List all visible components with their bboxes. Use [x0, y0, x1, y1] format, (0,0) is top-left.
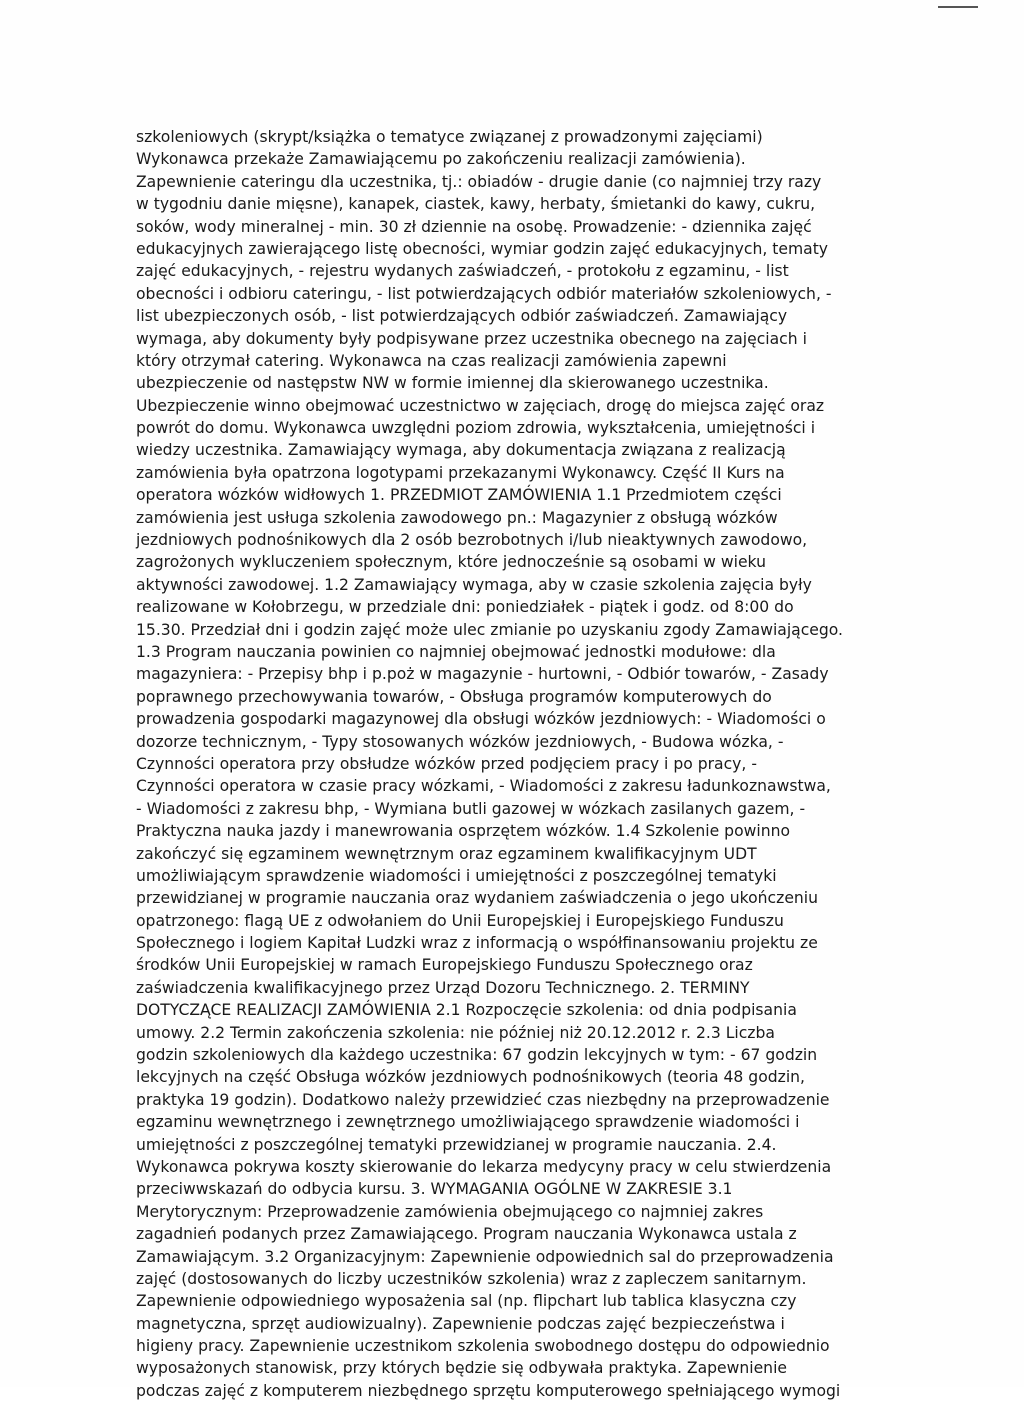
text-line: zamówienia była opatrzona logotypami przekazanymi Wykonawcy. Część II Kurs na: [136, 463, 785, 482]
text-line: egzaminu wewnętrznego i zewnętrznego umożliwiającego sprawdzenie wiadomości i: [136, 1113, 800, 1132]
text-line: 1.3 Program nauczania powinien co najmniej obejmować jednostki modułowe: dla: [136, 642, 776, 661]
text-line: Zapewnienie cateringu dla uczestnika, tj.: obiadów - drugie danie (co najmniej trzy razy: [136, 172, 822, 191]
text-line: 15.30. Przedział dni i godzin zajęć może ulec zmianie po uzyskaniu zgody Zamawiającego.: [136, 620, 844, 639]
text-line: przeciwwskazań do odbycia kursu. 3. WYMAGANIA OGÓLNE W ZAKRESIE 3.1: [136, 1180, 733, 1199]
text-line: zakończyć się egzaminem wewnętrznym oraz egzaminem kwalifikacyjnym UDT: [136, 844, 757, 863]
text-line: Czynności operatora przy obsłudze wózków przed podjęciem pracy i po pracy, -: [136, 754, 757, 773]
text-line: edukacyjnych zawierającego listę obecności, wymiar godzin zajęć edukacyjnych, tematy: [136, 239, 829, 258]
text-line: list ubezpieczonych osób, - list potwierdzających odbiór zaświadczeń. Zamawiający: [136, 307, 788, 326]
text-line: Wykonawca przekaże Zamawiającemu po zakończeniu realizacji zamówienia).: [136, 150, 746, 169]
text-line: obecności i odbioru cateringu, - list potwierdzających odbiór materiałów szkoleniowych, -: [136, 284, 832, 303]
text-line: zagrożonych wykluczeniem społecznym, które jednocześnie są osobami w wieku: [136, 553, 766, 572]
text-line: Zapewnienie odpowiedniego wyposażenia sal (np. flipchart lub tablica klasyczna czy: [136, 1292, 797, 1311]
text-line: szkoleniowych (skrypt/książka o tematyce związanej z prowadzonymi zajęciami): [136, 128, 763, 146]
text-line: realizowane w Kołobrzegu, w przedziale dni: poniedziałek - piątek i godz. od 8:00 do: [136, 598, 794, 617]
text-line: magazyniera: - Przepisy bhp i p.poż w magazynie - hurtowni, - Odbiór towarów, - Zasady: [136, 665, 829, 684]
text-line: wymaga, aby dokumenty były podpisywane przez uczestnika obecnego na zajęciach i: [136, 329, 807, 348]
text-line: Merytorycznym: Przeprowadzenie zamówienia obejmującego co najmniej zakres: [136, 1202, 764, 1221]
text-line: który otrzymał catering. Wykonawca na czas realizacji zamówienia zapewni: [136, 351, 727, 370]
text-line: lekcyjnych na część Obsługa wózków jezdniowych podnośnikowych (teoria 48 godzin,: [136, 1068, 806, 1087]
text-line: Ubezpieczenie winno obejmować uczestnictwo w zajęciach, drogę do miejsca zajęć oraz: [136, 396, 825, 415]
text-line: dozorze technicznym, - Typy stosowanych wózków jezdniowych, - Budowa wózka, -: [136, 732, 784, 751]
text-line: umiejętności z poszczególnej tematyki przewidzianej w programie nauczania. 2.4.: [136, 1135, 777, 1154]
text-line: ubezpieczenie od następstw NW w formie imiennej dla skierowanego uczestnika.: [136, 374, 769, 393]
text-line: poprawnego przechowywania towarów, - Obsługa programów komputerowych do: [136, 687, 772, 706]
text-line: Praktyczna nauka jazdy i manewrowania osprzętem wózków. 1.4 Szkolenie powinno: [136, 822, 790, 841]
text-line: Czynności operatora w czasie pracy wózkami, - Wiadomości z zakresu ładunkoznawstwa,: [136, 777, 831, 796]
text-line: umożliwiającym sprawdzenie wiadomości i umiejętności z poszczególnej tematyki: [136, 866, 777, 885]
text-line: powrót do domu. Wykonawca uwzględni poziom zdrowia, wykształcenia, umiejętności i: [136, 419, 816, 438]
text-line: opatrzonego: flagą UE z odwołaniem do Unii Europejskiej i Europejskiego Funduszu: [136, 911, 784, 930]
text-line: magnetyczna, sprzęt audiowizualny). Zapewnienie podczas zajęć bezpieczeństwa i: [136, 1314, 785, 1333]
text-line: zamówienia jest usługa szkolenia zawodowego pn.: Magazynier z obsługą wózków: [136, 508, 778, 527]
text-line: wyposażonych stanowisk, przy których będzie się odbywała praktyka. Zapewnienie: [136, 1359, 787, 1378]
text-line: prowadzenia gospodarki magazynowej dla obsługi wózków jezdniowych: - Wiadomości o: [136, 710, 826, 729]
text-line: operatora wózków widłowych 1. PRZEDMIOT ZAMÓWIENIA 1.1 Przedmiotem części: [136, 486, 782, 505]
text-line: godzin szkoleniowych dla każdego uczestnika: 67 godzin lekcyjnych w tym: - 67 godzin: [136, 1046, 818, 1065]
text-line: zajęć (dostosowanych do liczby uczestników szkolenia) wraz z zapleczem sanitarnym.: [136, 1269, 807, 1288]
text-line: zaświadczenia kwalifikacyjnego przez Urząd Dozoru Technicznego. 2. TERMINY: [136, 978, 750, 997]
text-line: zajęć edukacyjnych, - rejestru wydanych zaświadczeń, - protokołu z egzaminu, - list: [136, 262, 789, 281]
text-line: Wykonawca pokrywa koszty skierowanie do lekarza medycyny pracy w celu stwierdzenia: [136, 1157, 832, 1176]
text-line: umowy. 2.2 Termin zakończenia szkolenia: nie później niż 20.12.2012 r. 2.3 Liczba: [136, 1023, 775, 1042]
text-line: higieny pracy. Zapewnienie uczestnikom szkolenia swobodnego dostępu do odpowiednio: [136, 1337, 830, 1356]
text-line: środków Unii Europejskiej w ramach Europejskiego Funduszu Społecznego oraz: [136, 956, 753, 975]
text-line: w tygodniu danie mięsne), kanapek, ciastek, kawy, herbaty, śmietanki do kawy, cukru,: [136, 195, 816, 214]
text-line: soków, wody mineralnej - min. 30 zł dziennie na osobę. Prowadzenie: - dziennika zajęć: [136, 217, 812, 236]
text-line: podczas zajęć z komputerem niezbędnego sprzętu komputerowego spełniającego wymogi: [136, 1381, 841, 1400]
text-line: praktyka 19 godzin). Dodatkowo należy przewidzieć czas niezbędny na przeprowadzenie: [136, 1090, 830, 1109]
text-line: aktywności zawodowej. 1.2 Zamawiający wymaga, aby w czasie szkolenia zajęcia były: [136, 575, 812, 594]
document-body-text: [136, 126, 881, 1402]
text-line: jezdniowych podnośnikowych dla 2 osób bezrobotnych i/lub nieaktywnych zawodowo,: [136, 531, 808, 550]
scan-artifact-mark: [938, 6, 978, 8]
text-line: - Wiadomości z zakresu bhp, - Wymiana butli gazowej w wózkach zasilanych gazem, -: [136, 799, 806, 818]
text-line: wiedzy uczestnika. Zamawiający wymaga, aby dokumentacja związana z realizacją: [136, 441, 786, 460]
text-line: Zamawiającym. 3.2 Organizacyjnym: Zapewnienie odpowiednich sal do przeprowadzenia: [136, 1247, 834, 1266]
text-line: Społecznego i logiem Kapitał Ludzki wraz z informacją o współfinansowaniu projektu ze: [136, 934, 818, 953]
text-line: przewidzianej w programie nauczania oraz wydaniem zaświadczenia o jego ukończeniu: [136, 889, 819, 908]
text-line: DOTYCZĄCE REALIZACJI ZAMÓWIENIA 2.1 Rozpoczęcie szkolenia: od dnia podpisania: [136, 1001, 797, 1020]
text-line: zagadnień podanych przez Zamawiającego. Program nauczania Wykonawca ustala z: [136, 1225, 797, 1244]
